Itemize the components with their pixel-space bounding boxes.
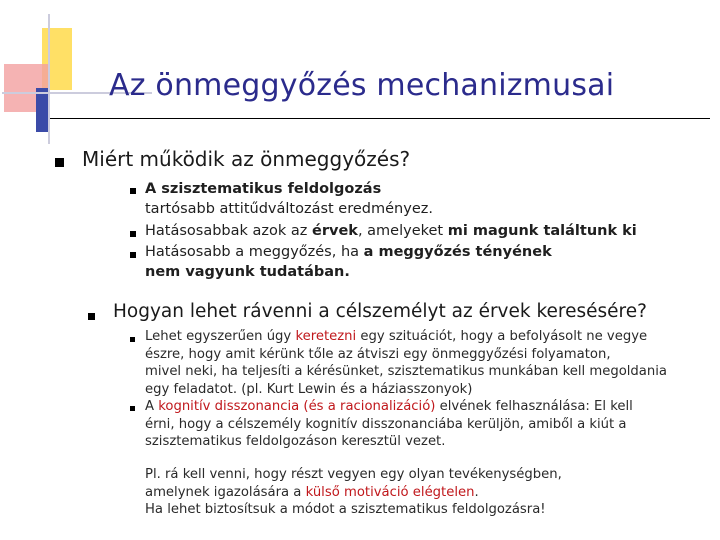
text-bold: nem vagyunk tudatában. — [145, 264, 350, 280]
bullet-square-icon — [88, 313, 95, 320]
example-note — [145, 466, 562, 519]
text-part: Ha lehet biztosítsuk a módot a szisztematikus feldolgozásra! — [145, 502, 546, 517]
text-part: szisztematikus feldolgozáson keresztül vezet. — [145, 434, 446, 449]
text-part: mivel neki, ha teljesíti a kérésünket, szisztematikus munkában kell megoldania — [145, 364, 667, 379]
text-part: érni, hogy a célszemély kognitív disszonanciába kerüljön, amiből a kiút a — [145, 416, 627, 432]
bullet-square-icon — [130, 337, 135, 342]
text-part: egy szituációt, hogy a befolyásolt ne vegye — [356, 329, 648, 344]
bullet-square-icon — [130, 188, 136, 194]
point-own-arguments — [145, 221, 637, 241]
text-part: Hatásosabb a meggyőzés, ha — [145, 244, 364, 260]
text-bold: mi magunk találtunk ki — [447, 223, 637, 239]
title-underline — [50, 118, 710, 119]
text-red: keretezni — [295, 329, 357, 344]
text-part: észre, hogy amit kérünk tőle az átviszi egy önmeggyőzési folyamaton, — [145, 346, 611, 362]
text-part: egy feladatot. (pl. Kurt Lewin és a háziasszonyok) — [145, 381, 473, 397]
text-part: amelynek igazolására a — [145, 484, 306, 500]
question-how: Hogyan lehet rávenni a célszemélyt az érvek keresésére? — [113, 301, 647, 322]
text-part: . — [474, 484, 479, 500]
bullet-square-icon — [130, 406, 135, 411]
text-red: kognitív disszonancia (és a racionalizáció) — [158, 399, 436, 414]
point-systematic — [145, 179, 433, 219]
text-part: A — [145, 399, 159, 414]
text-part: elvének felhasználása: El kell — [435, 399, 633, 414]
text-part: , amelyeket — [357, 223, 448, 239]
text-part: Lehet egyszerűen úgy — [145, 329, 296, 344]
point-systematic-bold: A szisztematikus feldolgozás — [145, 181, 382, 197]
bullet-square-icon — [130, 231, 136, 237]
point-systematic-rest: tartósabb attitűdváltozást eredményez. — [145, 201, 433, 217]
point-unaware — [145, 242, 552, 282]
bullet-square-icon — [55, 158, 64, 167]
text-part: Pl. rá kell venni, hogy részt vegyen egy olyan tevékenységben, — [145, 467, 562, 482]
bullet-square-icon — [130, 252, 136, 258]
question-why: Miért működik az önmeggyőzés? — [82, 147, 411, 171]
text-part: Hatásosabbak azok az — [145, 223, 313, 239]
decor-vertical-line — [48, 14, 50, 144]
text-red: külső motiváció elégtelen — [305, 484, 475, 500]
slide-title: Az önmeggyőzés mechanizmusai — [109, 68, 615, 103]
point-framing — [145, 328, 667, 398]
point-dissonance — [145, 398, 633, 451]
text-bold: a meggyőzés tényének — [363, 244, 552, 260]
text-bold: érvek — [312, 223, 358, 239]
